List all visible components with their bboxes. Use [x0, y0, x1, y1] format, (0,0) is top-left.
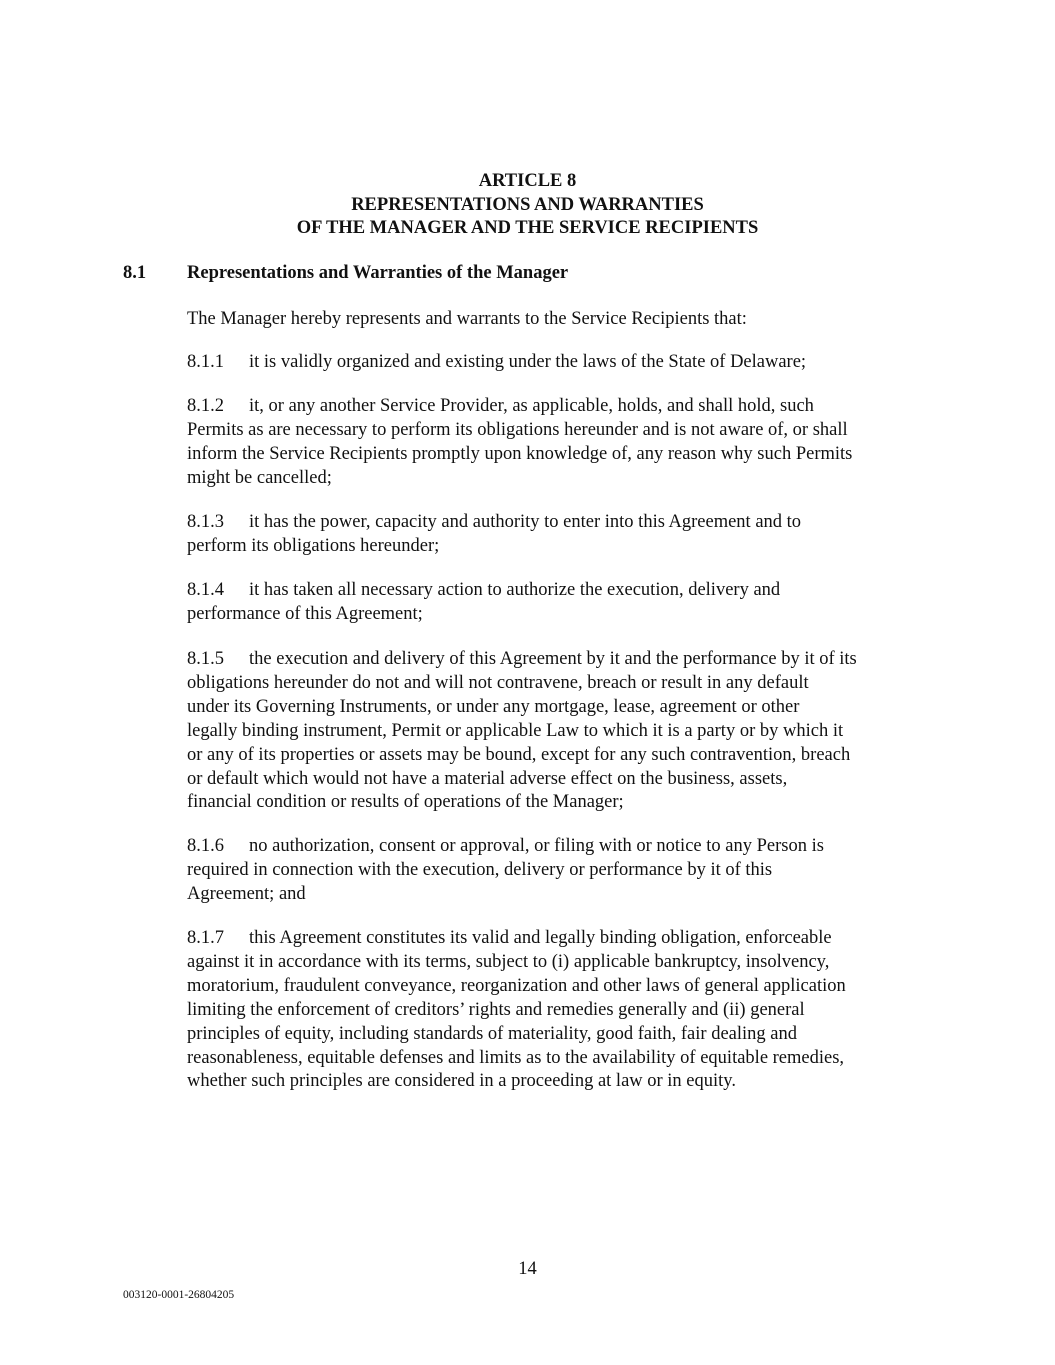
clause-line: Permits as are necessary to perform its obligations hereunder and is not aware of, or shall — [187, 419, 848, 440]
clause-number: 8.1.2 — [187, 396, 224, 416]
clause-line: it has taken all necessary action to authorize the execution, delivery and — [249, 580, 781, 600]
clause-8-1-5 — [187, 648, 947, 815]
clause-line: reasonableness, equitable defenses and limits as to the availability of equitable remedies, — [187, 1047, 845, 1068]
clause-line: no authorization, consent or approval, or filing with or notice to any Person is — [249, 836, 824, 856]
clause-number: 8.1.6 — [187, 836, 224, 856]
article-title-line-1: REPRESENTATIONS AND WARRANTIES — [351, 194, 704, 215]
clause-line: perform its obligations hereunder; — [187, 535, 440, 556]
clause-line: it is validly organized and existing under the laws of the State of Delaware; — [249, 352, 807, 372]
clause-8-1-2 — [187, 395, 947, 491]
clause-line: or any of its properties or assets may be bound, except for any such contravention, breach — [187, 744, 851, 765]
section-title: Representations and Warranties of the Manager — [187, 263, 569, 283]
clause-number: 8.1.3 — [187, 512, 224, 532]
page-number: 14 — [518, 1259, 537, 1279]
clause-line: Agreement; and — [187, 883, 306, 904]
document-id: 003120-0001-26804205 — [123, 1289, 235, 1301]
clause-line: or default which would not have a material adverse effect on the business, assets, — [187, 768, 788, 789]
intro-paragraph: The Manager hereby represents and warrants to the Service Recipients that: — [187, 309, 747, 329]
clause-8-1-4 — [187, 579, 947, 627]
clause-line: under its Governing Instruments, or under any mortgage, lease, agreement or other — [187, 696, 800, 717]
clause-line: limiting the enforcement of creditors’ rights and remedies generally and (ii) general — [187, 999, 805, 1020]
clause-line: it has the power, capacity and authority to enter into this Agreement and to — [249, 512, 802, 532]
article-number: ARTICLE 8 — [478, 171, 577, 191]
clause-line: whether such principles are considered in a proceeding at law or in equity. — [187, 1071, 736, 1092]
clause-line: financial condition or results of operations of the Manager; — [187, 792, 624, 813]
clause-8-1-3 — [187, 511, 947, 559]
clause-number: 8.1.1 — [187, 352, 224, 372]
clause-line: against it in accordance with its terms, subject to (i) applicable bankruptcy, insolvency, — [187, 951, 830, 972]
clause-line: the execution and delivery of this Agreement by it and the performance by it of its — [249, 649, 857, 669]
clause-8-1-7 — [187, 927, 947, 1094]
clause-line: this Agreement constitutes its valid and legally binding obligation, enforceable — [249, 928, 832, 948]
clause-number: 8.1.7 — [187, 928, 224, 948]
section-number: 8.1 — [123, 263, 147, 283]
clause-line: obligations hereunder do not and will not contravene, breach or result in any default — [187, 672, 809, 693]
clause-number: 8.1.5 — [187, 649, 224, 669]
clause-line: inform the Service Recipients promptly upon knowledge of, any reason why such Permits — [187, 443, 853, 464]
clause-line: legally binding instrument, Permit or applicable Law to which it is a party or by which it — [187, 720, 844, 741]
article-heading — [0, 170, 1055, 241]
clause-line: performance of this Agreement; — [187, 603, 423, 624]
clause-8-1-6 — [187, 835, 947, 907]
clause-line: principles of equity, including standards of materiality, good faith, fair dealing and — [187, 1023, 797, 1044]
clause-line: moratorium, fraudulent conveyance, reorganization and other laws of general application — [187, 975, 846, 996]
section-heading — [123, 262, 568, 286]
clause-line: might be cancelled; — [187, 467, 332, 488]
clause-8-1-1 — [187, 351, 947, 375]
clause-line: it, or any another Service Provider, as applicable, holds, and shall hold, such — [249, 396, 814, 416]
article-title-line-2: OF THE MANAGER AND THE SERVICE RECIPIENTS — [296, 218, 759, 238]
clause-number: 8.1.4 — [187, 580, 224, 600]
clause-line: required in connection with the execution, delivery or performance by it of this — [187, 859, 773, 880]
